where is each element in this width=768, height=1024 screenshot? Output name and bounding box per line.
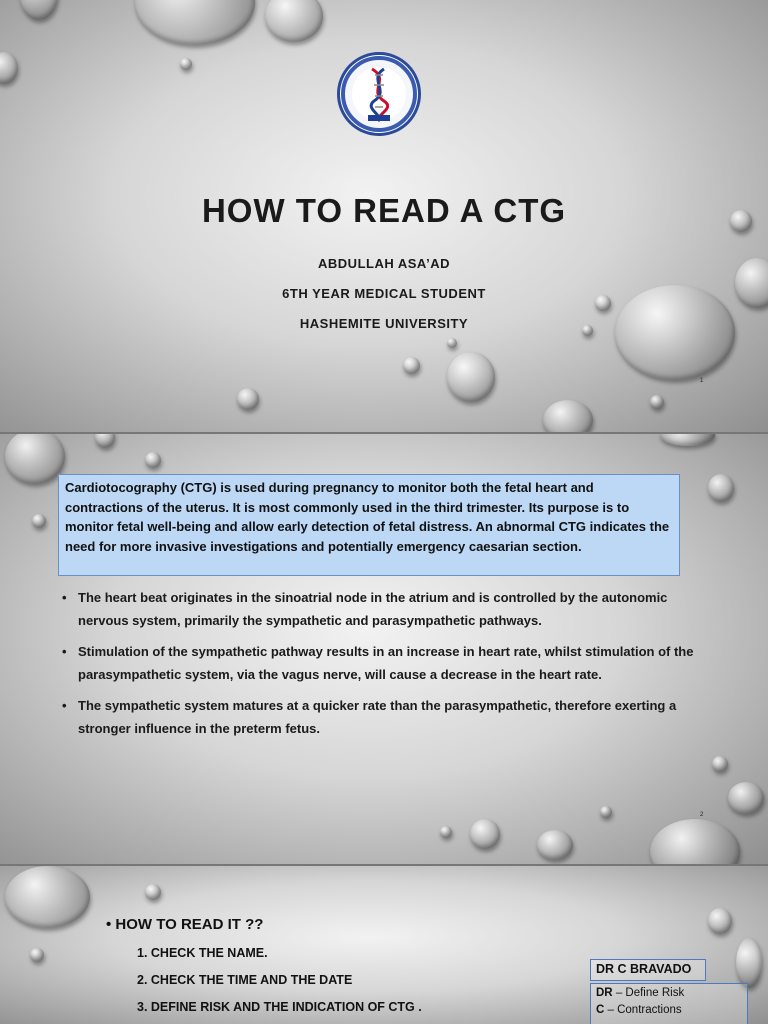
water-drop: [650, 819, 740, 864]
physiology-bullet-list: [62, 586, 712, 748]
water-drop: [145, 884, 161, 900]
water-drop: [403, 357, 420, 374]
water-drop: [600, 806, 612, 818]
institution-name: HASHEMITE UNIVERSITY: [299, 316, 469, 331]
water-drop: [237, 388, 259, 410]
title-slide: [0, 0, 768, 432]
water-drop: [180, 58, 192, 70]
water-drop: [95, 434, 115, 448]
steps-slide: [0, 866, 768, 1024]
water-drop: [5, 866, 90, 928]
page-number: 1: [700, 378, 704, 384]
bullet-item: • Stimulation of the sympathetic pathway results in an increase in heart rate, whilst stimulation of the parasympathetic system, via the vagus nerve, will cause a decrease in the heart rate.: [62, 640, 712, 686]
water-drop: [0, 52, 18, 84]
bullet-item: • The sympathetic system matures at a quicker rate than the parasympathetic, therefore exerting a stronger influence in the preterm fetus.: [62, 694, 712, 740]
author-role: 6TH YEAR MEDICAL STUDENT: [282, 286, 486, 301]
water-drop: [736, 938, 762, 988]
step-item: 2. CHECK THE TIME AND THE DATE: [137, 973, 353, 987]
mnemonic-item: C – Contractions: [596, 1004, 682, 1016]
water-drop: [20, 0, 58, 20]
water-drop: [708, 474, 734, 502]
ctg-definition-box: Cardiotocography (CTG) is used during pregnancy to monitor both the fetal heart and contractions of the uterus. It is most commonly used in the third trimester. Its purpose is to monitor fetal well-being and allow early detection of fetal distress. An abnormal CTG indicates the need for more invasive investigations and potentially emergency caesarian section.: [58, 474, 680, 576]
water-drop: [470, 819, 500, 849]
page-number: 2: [700, 812, 704, 818]
water-drop: [447, 352, 495, 402]
step-item: 1. CHECK THE NAME.: [137, 946, 268, 960]
content-slide: [0, 434, 768, 864]
university-logo: [337, 52, 421, 136]
bullet-item: • The heart beat originates in the sinoatrial node in the atrium and is controlled by the autonomic nervous system, primarily the sympathetic and parasympathetic pathways.: [62, 586, 712, 632]
mnemonic-title: DR C BRAVADO: [590, 959, 706, 981]
water-drop: [712, 756, 728, 772]
dna-emblem-icon: [340, 55, 418, 133]
section-heading: • HOW TO READ IT ??: [106, 916, 264, 933]
water-drop: [135, 0, 255, 45]
water-drop: [537, 830, 573, 860]
water-drop: [660, 434, 715, 446]
water-drop: [447, 338, 457, 348]
water-drop: [145, 452, 161, 468]
presentation-title: HOW TO READ A CTG: [201, 192, 567, 229]
water-drop: [708, 908, 732, 934]
step-item: 3. DEFINE RISK AND THE INDICATION OF CTG .: [137, 1000, 422, 1014]
water-drop: [30, 948, 44, 962]
water-drop: [543, 400, 593, 432]
water-drop: [650, 395, 664, 409]
mnemonic-item: DR – Define Risk: [596, 987, 685, 999]
water-drop: [32, 514, 46, 528]
reading-steps-list: [137, 946, 422, 1024]
water-drop: [5, 434, 65, 484]
author-name: ABDULLAH ASA’AD: [318, 256, 450, 271]
water-drop: [265, 0, 323, 42]
mnemonic-box: [590, 983, 748, 1024]
water-drop: [728, 782, 764, 814]
water-drop: [440, 826, 452, 838]
